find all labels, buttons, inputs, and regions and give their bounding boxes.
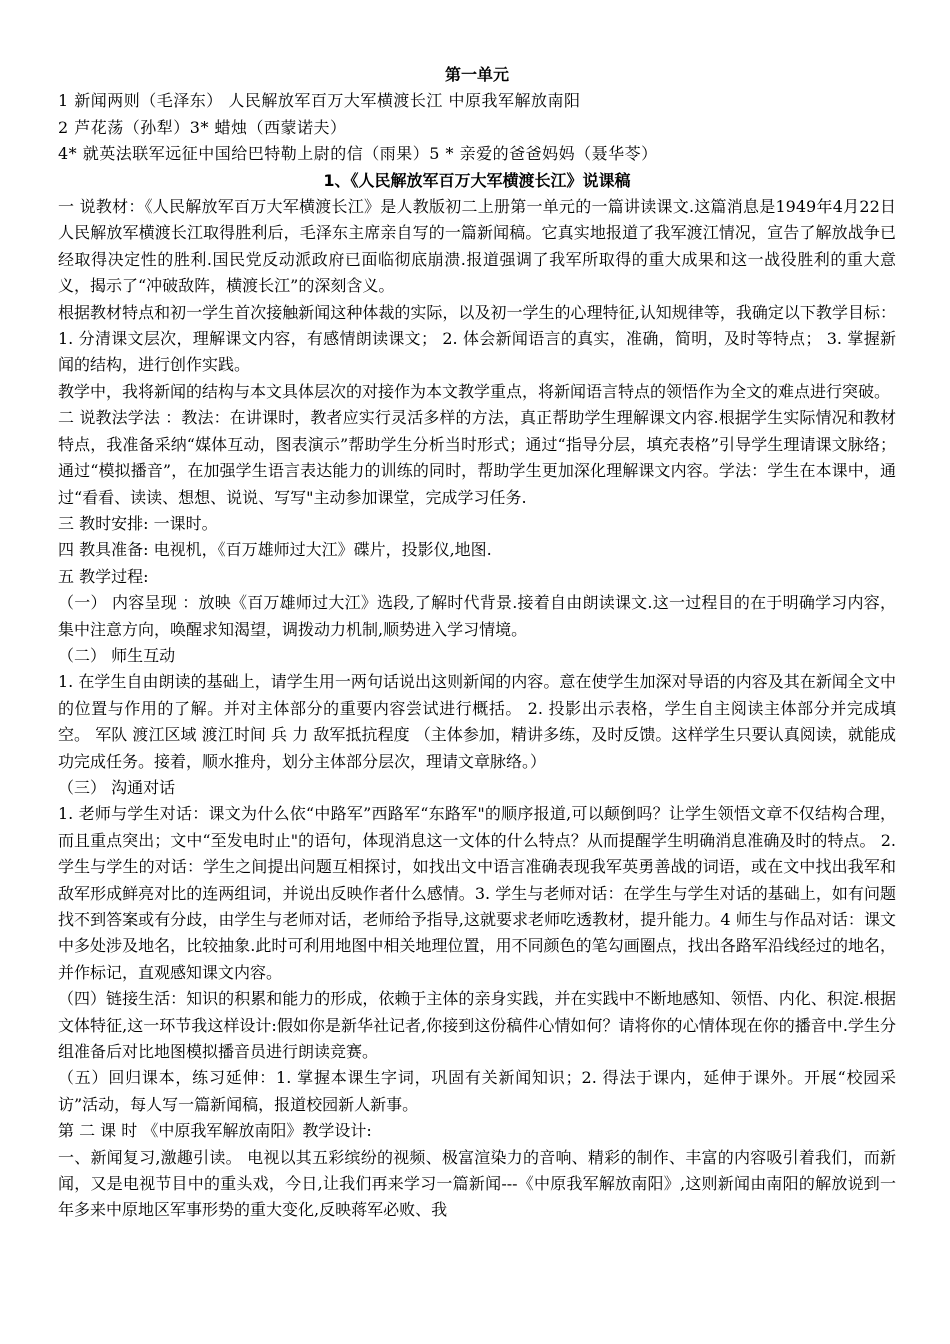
- paragraph-step-3-body: 1. 老师与学生对话：课文为什么依“中路军”西路军“东路军"的顺序报道,可以颠倒吗？让学生领悟文章不仅结构合理，而且重点突出；文中“至发电时止"的语句，体现消息这一文体的什么特点？从而提醒学生明确消息准确及时的特点。 2. 学生与学生的对话：学生之间提出问题互相探讨，如找出文中语言准确表现我军英勇善战的词语，或在文中找出我军和敌军形成鲜亮对比的连两组词，并说出反映作者什么感情。3. 学生与老师对话：在学生与学生对话的基础上，如有问题找不到答案或有分歧，由学生与老师对话，老师给予指导,这就要求老师吃透教材，提升能力。4 师生与作品对话：课文中多处涉及地名，比较抽象.此时可利用地图中相关地理位置，用不同颜色的笔勾画圈点，找出各路军沿线经过的地名，并作标记，直观感知课文内容。: [58, 804, 896, 982]
- paragraph-schedule: 三 教时安排: 一课时。: [58, 513, 218, 533]
- paragraph-key-points: 教学中，我将新闻的结构与本文具体层次的对接作为本文教学重点，将新闻语言特点的领悟作为全文的难点进行突破。: [58, 381, 891, 401]
- paragraph-materials: 四 教具准备: 电视机，《百万雄师过大江》碟片，投影仪,地图.: [58, 540, 492, 560]
- paragraph-process-heading: 五 教学过程:: [58, 566, 149, 586]
- paragraph-second-lesson-intro: 一、新闻复习,激趣引读。 电视以其五彩缤纷的视频、极富渲染力的音响、精彩的制作、丰富的内容吸引着我们，而新闻，又是电视节目中的重头戏，今日,让我们再来学习一篇新闻---《中原我军解放南阳》,这则新闻由南阳的解放说到一年多来中原地区军事形势的重大变化,反映蒋军必败、我: [58, 1147, 896, 1220]
- toc-line-3: 4* 就英法联军远征中国给巴特勒上尉的信（雨果）5 * 亲爱的爸爸妈妈（聂华苓）: [58, 144, 658, 164]
- paragraph-methods: 二 说教法学法 ：教法：在讲课时，教者应实行灵活多样的方法，真正帮助学生理解课文内容.根据学生实际情况和教材特点，我准备采纳“媒体互动，图表演示”帮助学生分析当时形式；通过“指导分层，填充表格”引导学生理请课文脉络；通过“模拟播音”，在加强学生语言表达能力的训练的同时，帮助学生更加深化理解课文内容。学法：学生在本课中，通过“看看、读读、想想、说说、写写"主动参加课堂，完成学习任务.: [58, 408, 896, 507]
- lesson-heading: 1、《人民解放军百万大军横渡长江》说课稿: [323, 170, 631, 190]
- paragraph-step-5: （五）回归课本，练习延伸：1. 掌握本课生字词，巩固有关新闻知识；2. 得法于课内，延伸于课外。开展“校园采访”活动，每人写一篇新闻稿，报道校园新人新事。: [58, 1068, 896, 1114]
- paragraph-objectives: 根据教材特点和初一学生首次接触新闻这种体裁的实际，以及初一学生的心理特征,认知规律等，我确定以下教学目标： 1. 分清课文层次，理解课文内容，有感情朗读课文； 2. 体会新闻语言的真实，准确，简明，及时等特点； 3. 掌握新闻的结构，进行创作实践。: [58, 302, 896, 375]
- paragraph-second-lesson-heading: 第 二 课 时 《中原我军解放南阳》教学设计:: [58, 1121, 372, 1141]
- unit-title: 第一单元: [444, 65, 509, 84]
- paragraph-step-2-body: 1. 在学生自由朗读的基础上，请学生用一两句话说出这则新闻的内容。意在使学生加深对导语的内容及其在新闻全文中的位置与作用的了解。并对主体部分的重要内容尝试进行概括。 2. 投影出示表格，学生自主阅读主体部分并完成填空。 军队 渡江区域 渡江时间 兵 力 敌军抵抗程度 （主体参加，精讲多练，及时反馈。这样学生只要认真阅读，就能成功完成任务。接着，顺水推舟，划分主体部分层次，理请文章脉络。）: [58, 672, 896, 771]
- paragraph-step-3-heading: （三） 沟通对话: [58, 777, 176, 797]
- paragraph-textbook: 一 说教材：《人民解放军百万大军横渡长江》是人教版初二上册第一单元的一篇讲读课文.这篇消息是1949年4月22日人民解放军横渡长江取得胜利后，毛泽东主席亲自写的一篇新闻稿。它真实地报道了我军渡江情况，宣告了解放战争已经取得决定性的胜利.国民党反动派政府已面临彻底崩溃.报道强调了我军所取得的重大成果和这一战役胜利的重大意义，揭示了“冲破敌阵，横渡长江”的深刻含义。: [58, 197, 896, 296]
- toc-line-1: 1 新闻两则（毛泽东） 人民解放军百万大军横渡长江 中原我军解放南阳: [58, 91, 581, 111]
- document-page: [58, 62, 896, 1224]
- paragraph-step-4: （四）链接生活：知识的积累和能力的形成，依赖于主体的亲身实践，并在实践中不断地感知、领悟、内化、积淀.根据文体特征,这一环节我这样设计:假如你是新华社记者,你接到这份稿件心情如何？请将你的心情体现在你的播音中.学生分组准备后对比地图模拟播音员进行朗读竞赛。: [58, 989, 896, 1062]
- toc-line-2: 2 芦花荡（孙犁）3* 蜡烛（西蒙诺夫）: [58, 117, 347, 137]
- paragraph-step-2-heading: （二） 师生互动: [58, 645, 176, 665]
- paragraph-step-1: （一） 内容呈现 ：放映《百万雄师过大江》选段,了解时代背景.接着自由朗读课文.这一过程目的在于明确学习内容，集中注意方向，唤醒求知渴望，调拨动力机制,顺势进入学习情境。: [58, 593, 896, 639]
